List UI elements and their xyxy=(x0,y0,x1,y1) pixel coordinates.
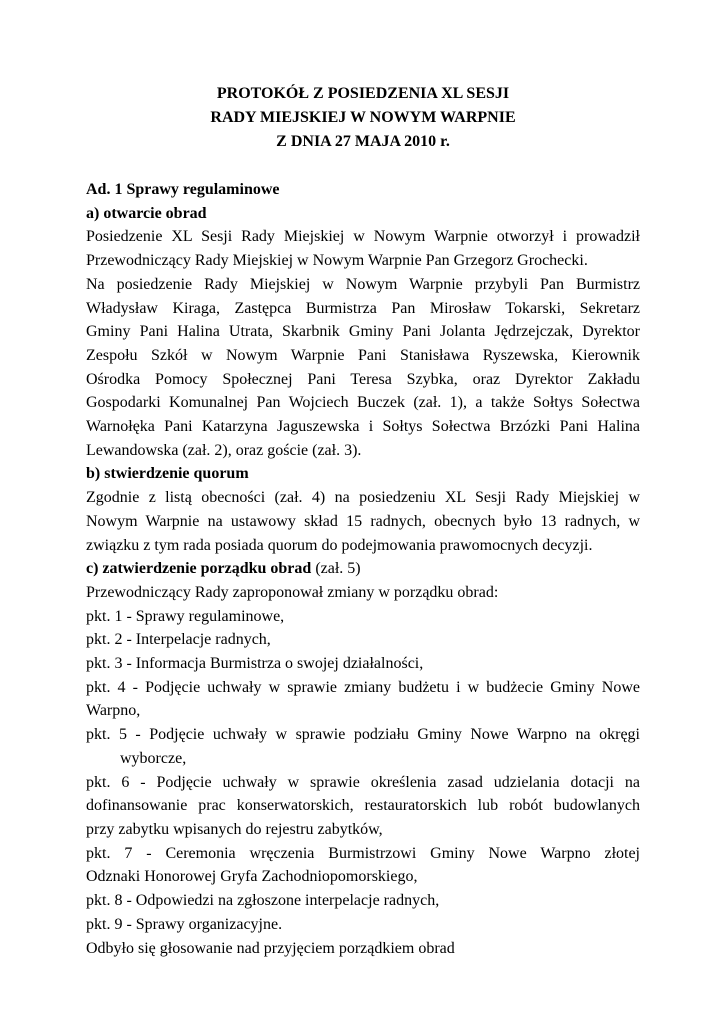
subsection-heading-c-note: (zał. 5) xyxy=(311,560,361,578)
subsection-heading-c xyxy=(86,557,640,581)
agenda-item xyxy=(86,628,640,652)
agenda-item xyxy=(86,605,640,629)
agenda-item xyxy=(86,771,640,842)
text-line: Warnołęka Pani Katarzyna Jaguszewska i Sołtys Sołectwa Brzózki Pani Halina xyxy=(86,418,640,436)
agenda-item-text: pkt. 3 - Informacja Burmistrza o swojej działalności, xyxy=(86,655,424,673)
agenda-item-text: pkt. 9 - Sprawy organizacyjne. xyxy=(86,915,283,933)
agenda-item-text: pkt. 7 - Ceremonia wręczenia Burmistrzowi Gminy Nowe Warpno złotej xyxy=(86,844,640,862)
agenda-intro: Przewodniczący Rady zaproponował zmiany w porządku obrad: xyxy=(86,583,499,601)
agenda-item-continuation: dofinansowanie prac konserwatorskich, restauratorskich lub robót budowlanych xyxy=(86,797,640,815)
paragraph-opening xyxy=(86,225,640,462)
agenda-item xyxy=(86,913,640,937)
text-line: Posiedzenie XL Sesji Rady Miejskiej w Nowym Warpnie otworzył i prowadził xyxy=(86,228,640,246)
text-line: Przewodniczący Rady Miejskiej w Nowym Warpnie Pan Grzegorz Grochecki. xyxy=(86,252,588,270)
agenda-item-text: pkt. 4 - Podjęcie uchwały w sprawie zmiany budżetu i w budżecie Gminy Nowe xyxy=(86,678,640,696)
document-body xyxy=(86,178,640,960)
agenda-item-continuation: wyborcze, xyxy=(120,749,187,767)
text-line: Zgodnie z listą obecności (zał. 4) na posiedzeniu XL Sesji Rady Miejskiej w xyxy=(86,489,640,507)
agenda-item-text: pkt. 5 - Podjęcie uchwały w sprawie podziału Gminy Nowe Warpno na okręgi xyxy=(86,726,640,744)
text-line: Lewandowska (zał. 2), oraz goście (zał. 3). xyxy=(86,441,362,459)
subsection-heading-c-label: c) zatwierdzenie porządku obrad xyxy=(86,560,312,578)
agenda-list xyxy=(86,605,640,937)
text-line: Nowym Warpnie na ustawowy skład 15 radnych, obecnych było 13 radnych, w xyxy=(86,512,640,530)
text-line: Zespołu Szkół w Nowym Warpnie Pani Stanisława Ryszewska, Kierownik xyxy=(86,346,640,364)
agenda-item xyxy=(86,842,640,889)
agenda-item-text: pkt. 2 - Interpelacje radnych, xyxy=(86,631,271,649)
text-line: Gospodarki Komunalnej Pan Wojciech Buczek (zał. 1), a także Sołtys Sołectwa xyxy=(86,394,640,412)
agenda-item xyxy=(86,723,640,770)
subsection-heading-b: b) stwierdzenie quorum xyxy=(86,465,249,483)
text-line: Na posiedzenie Rady Miejskiej w Nowym Warpnie przybyli Pan Burmistrz xyxy=(86,275,640,293)
agenda-item-continuation: Odznaki Honorowej Gryfa Zachodniopomorskiego, xyxy=(86,868,418,886)
title-line: Z DNIA 27 MAJA 2010 r. xyxy=(276,133,450,150)
title-line: RADY MIEJSKIEJ W NOWYM WARPNIE xyxy=(210,109,516,126)
agenda-item-text: pkt. 6 - Podjęcie uchwały w sprawie określenia zasad udzielania dotacji na xyxy=(86,773,640,791)
text-line: związku z tym rada posiada quorum do podejmowania prawomocnych decyzji. xyxy=(86,536,593,554)
document-title xyxy=(86,82,640,154)
document-page xyxy=(86,82,640,960)
paragraph-quorum xyxy=(86,486,640,557)
agenda-item-continuation: Warpno, xyxy=(86,702,141,720)
text-line: Ośrodka Pomocy Społecznej Pani Teresa Szybka, oraz Dyrektor Zakładu xyxy=(86,370,640,388)
agenda-item-continuation: przy zabytku wpisanych do rejestru zabytków, xyxy=(86,820,383,838)
agenda-item xyxy=(86,676,640,723)
agenda-item xyxy=(86,889,640,913)
agenda-item xyxy=(86,652,640,676)
subsection-heading-a: a) otwarcie obrad xyxy=(86,204,207,222)
section-heading: Ad. 1 Sprawy regulaminowe xyxy=(86,181,280,198)
agenda-item-text: pkt. 8 - Odpowiedzi na zgłoszone interpelacje radnych, xyxy=(86,892,440,910)
text-line: Władysław Kiraga, Zastępca Burmistrza Pan Mirosław Tokarski, Sekretarz xyxy=(86,299,640,317)
title-line: PROTOKÓŁ Z POSIEDZENIA XL SESJI xyxy=(216,85,510,102)
agenda-item-text: pkt. 1 - Sprawy regulaminowe, xyxy=(86,607,285,625)
text-line: Gminy Pani Halina Utrata, Skarbnik Gminy Pani Jolanta Jędrzejczak, Dyrektor xyxy=(86,323,640,341)
closing-line: Odbyło się głosowanie nad przyjęciem porządkiem obrad xyxy=(86,939,455,957)
